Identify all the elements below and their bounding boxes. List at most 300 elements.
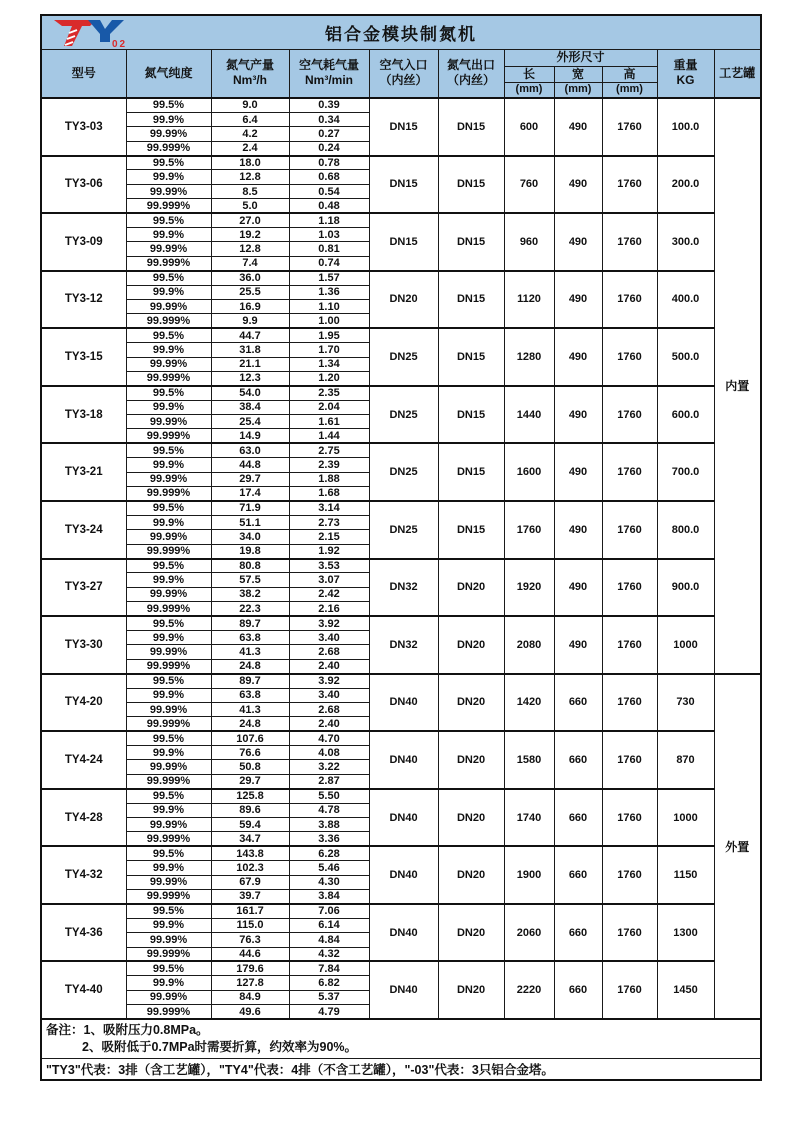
cell-purity: 99.9% <box>126 918 211 932</box>
cell-purity: 99.5% <box>126 443 211 457</box>
cell-height: 1760 <box>602 98 657 156</box>
cell-weight: 1000 <box>657 789 714 847</box>
cell-length: 1420 <box>504 674 554 732</box>
cell-purity: 99.9% <box>126 343 211 357</box>
cell-width: 660 <box>554 961 602 1019</box>
cell-weight: 870 <box>657 731 714 789</box>
cell-output: 89.6 <box>211 803 289 817</box>
cell-purity: 99.99% <box>126 933 211 947</box>
cell-output: 2.4 <box>211 141 289 155</box>
cell-output: 36.0 <box>211 271 289 285</box>
cell-output: 54.0 <box>211 386 289 400</box>
spec-sheet <box>40 14 762 1081</box>
col-header-inlet-line2: （内丝） <box>379 73 428 88</box>
cell-air-consumption: 2.68 <box>289 702 369 716</box>
cell-nitrogen-outlet: DN15 <box>438 271 504 329</box>
cell-air-consumption: 0.34 <box>289 112 369 126</box>
cell-width: 660 <box>554 674 602 732</box>
cell-air-consumption: 3.92 <box>289 616 369 630</box>
cell-purity: 99.99% <box>126 702 211 716</box>
cell-purity: 99.5% <box>126 156 211 170</box>
cell-output: 7.4 <box>211 256 289 270</box>
cell-nitrogen-outlet: DN15 <box>438 443 504 501</box>
cell-output: 80.8 <box>211 559 289 573</box>
cell-air-inlet: DN20 <box>369 271 438 329</box>
cell-nitrogen-outlet: DN20 <box>438 961 504 1019</box>
table-row <box>41 501 761 515</box>
cell-weight: 700.0 <box>657 443 714 501</box>
cell-air-consumption: 1.18 <box>289 213 369 227</box>
cell-purity: 99.9% <box>126 400 211 414</box>
cell-length: 1120 <box>504 271 554 329</box>
cell-width: 490 <box>554 271 602 329</box>
table-row <box>41 443 761 457</box>
cell-output: 12.8 <box>211 242 289 256</box>
cell-output: 38.2 <box>211 587 289 601</box>
cell-length: 1920 <box>504 559 554 617</box>
cell-nitrogen-outlet: DN20 <box>438 846 504 904</box>
cell-output: 63.8 <box>211 630 289 644</box>
cell-width: 490 <box>554 328 602 386</box>
cell-length: 1900 <box>504 846 554 904</box>
cell-air-inlet: DN40 <box>369 731 438 789</box>
cell-output: 8.5 <box>211 184 289 198</box>
note-line-2: 2、吸附低于0.7MPa时需要折算，约效率为90%。 <box>82 1039 358 1054</box>
cell-output: 38.4 <box>211 400 289 414</box>
cell-air-consumption: 1.34 <box>289 357 369 371</box>
cell-purity: 99.5% <box>126 386 211 400</box>
cell-air-consumption: 4.70 <box>289 731 369 745</box>
cell-weight: 1300 <box>657 904 714 962</box>
cell-purity: 99.5% <box>126 328 211 342</box>
cell-purity: 99.999% <box>126 141 211 155</box>
cell-air-inlet: DN40 <box>369 904 438 962</box>
table-row <box>41 328 761 342</box>
cell-air-consumption: 1.44 <box>289 429 369 443</box>
cell-air-consumption: 1.57 <box>289 271 369 285</box>
cell-purity: 99.9% <box>126 458 211 472</box>
cell-air-consumption: 4.30 <box>289 875 369 889</box>
cell-air-consumption: 1.00 <box>289 314 369 328</box>
cell-weight: 100.0 <box>657 98 714 156</box>
cell-height: 1760 <box>602 328 657 386</box>
cell-model: TY3-06 <box>41 156 126 214</box>
cell-length: 960 <box>504 213 554 271</box>
cell-nitrogen-outlet: DN15 <box>438 386 504 444</box>
cell-air-consumption: 2.35 <box>289 386 369 400</box>
cell-air-consumption: 2.40 <box>289 717 369 731</box>
cell-output: 143.8 <box>211 846 289 860</box>
cell-air-consumption: 1.61 <box>289 415 369 429</box>
cell-air-consumption: 7.06 <box>289 904 369 918</box>
cell-purity: 99.999% <box>126 371 211 385</box>
cell-length: 1580 <box>504 731 554 789</box>
cell-output: 6.4 <box>211 112 289 126</box>
cell-output: 19.2 <box>211 228 289 242</box>
col-header-outlet-line1: 氮气出口 <box>446 58 495 73</box>
cell-purity: 99.5% <box>126 904 211 918</box>
cell-length: 1740 <box>504 789 554 847</box>
cell-purity: 99.5% <box>126 789 211 803</box>
table-row <box>41 559 761 573</box>
cell-length: 2220 <box>504 961 554 1019</box>
cell-output: 44.6 <box>211 947 289 961</box>
cell-air-consumption: 2.75 <box>289 443 369 457</box>
cell-purity: 99.99% <box>126 645 211 659</box>
cell-output: 19.8 <box>211 544 289 558</box>
cell-length: 2060 <box>504 904 554 962</box>
table-row <box>41 846 761 860</box>
cell-purity: 99.99% <box>126 357 211 371</box>
cell-output: 9.0 <box>211 98 289 112</box>
cell-air-consumption: 1.88 <box>289 472 369 486</box>
cell-purity: 99.99% <box>126 760 211 774</box>
cell-air-consumption: 3.40 <box>289 630 369 644</box>
cell-weight: 200.0 <box>657 156 714 214</box>
cell-output: 102.3 <box>211 861 289 875</box>
col-header-length: 长 <box>504 66 554 82</box>
cell-nitrogen-outlet: DN20 <box>438 616 504 674</box>
sheet-title: 铝合金模块制氮机 <box>325 24 477 44</box>
cell-air-consumption: 4.08 <box>289 746 369 760</box>
cell-air-consumption: 0.68 <box>289 170 369 184</box>
cell-output: 44.8 <box>211 458 289 472</box>
cell-output: 34.0 <box>211 530 289 544</box>
cell-purity: 99.999% <box>126 487 211 501</box>
table-row <box>41 961 761 975</box>
cell-nitrogen-outlet: DN20 <box>438 789 504 847</box>
cell-purity: 99.99% <box>126 127 211 141</box>
col-header-output-line1: 氮气产量 <box>225 58 274 73</box>
cell-air-consumption: 0.74 <box>289 256 369 270</box>
cell-output: 4.2 <box>211 127 289 141</box>
cell-length: 1280 <box>504 328 554 386</box>
cell-height: 1760 <box>602 213 657 271</box>
cell-output: 89.7 <box>211 674 289 688</box>
table-row <box>41 904 761 918</box>
col-header-width: 宽 <box>554 66 602 82</box>
cell-height: 1760 <box>602 443 657 501</box>
legend-row <box>41 1058 761 1080</box>
cell-purity: 99.5% <box>126 213 211 227</box>
cell-weight: 800.0 <box>657 501 714 559</box>
cell-air-consumption: 4.84 <box>289 933 369 947</box>
cell-output: 59.4 <box>211 818 289 832</box>
cell-width: 660 <box>554 789 602 847</box>
cell-air-consumption: 2.87 <box>289 774 369 788</box>
cell-air-consumption: 1.03 <box>289 228 369 242</box>
table-row <box>41 98 761 112</box>
cell-purity: 99.99% <box>126 472 211 486</box>
cell-output: 127.8 <box>211 976 289 990</box>
cell-width: 490 <box>554 156 602 214</box>
cell-height: 1760 <box>602 616 657 674</box>
cell-purity: 99.9% <box>126 285 211 299</box>
cell-air-inlet: DN32 <box>369 559 438 617</box>
cell-nitrogen-outlet: DN20 <box>438 559 504 617</box>
cell-height: 1760 <box>602 271 657 329</box>
table-row <box>41 789 761 803</box>
cell-output: 17.4 <box>211 487 289 501</box>
cell-model: TY3-12 <box>41 271 126 329</box>
col-header-weight-line1: 重量 <box>673 58 698 73</box>
cell-air-consumption: 1.36 <box>289 285 369 299</box>
cell-air-consumption: 1.70 <box>289 343 369 357</box>
col-header-weight <box>657 49 714 98</box>
cell-model: TY4-40 <box>41 961 126 1019</box>
cell-purity: 99.999% <box>126 1005 211 1019</box>
cell-air-consumption: 2.42 <box>289 587 369 601</box>
cell-air-consumption: 1.68 <box>289 487 369 501</box>
cell-model: TY4-36 <box>41 904 126 962</box>
cell-model: TY3-24 <box>41 501 126 559</box>
cell-height: 1760 <box>602 386 657 444</box>
cell-purity: 99.5% <box>126 271 211 285</box>
table-row <box>41 674 761 688</box>
cell-purity: 99.99% <box>126 818 211 832</box>
cell-purity: 99.9% <box>126 573 211 587</box>
table-row <box>41 616 761 630</box>
cell-weight: 300.0 <box>657 213 714 271</box>
col-header-height: 高 <box>602 66 657 82</box>
cell-purity: 99.99% <box>126 184 211 198</box>
cell-purity: 99.99% <box>126 875 211 889</box>
cell-output: 9.9 <box>211 314 289 328</box>
cell-output: 25.4 <box>211 415 289 429</box>
cell-height: 1760 <box>602 674 657 732</box>
cell-width: 660 <box>554 904 602 962</box>
cell-output: 24.8 <box>211 717 289 731</box>
cell-air-consumption: 3.88 <box>289 818 369 832</box>
cell-length: 2080 <box>504 616 554 674</box>
cell-nitrogen-outlet: DN15 <box>438 501 504 559</box>
col-header-tank: 工艺罐 <box>714 49 761 98</box>
cell-purity: 99.999% <box>126 314 211 328</box>
cell-air-consumption: 0.81 <box>289 242 369 256</box>
cell-output: 84.9 <box>211 990 289 1004</box>
cell-air-consumption: 1.95 <box>289 328 369 342</box>
cell-model: TY3-21 <box>41 443 126 501</box>
cell-purity: 99.999% <box>126 256 211 270</box>
cell-purity: 99.999% <box>126 659 211 673</box>
cell-air-consumption: 6.28 <box>289 846 369 860</box>
cell-air-consumption: 0.24 <box>289 141 369 155</box>
cell-model: TY3-30 <box>41 616 126 674</box>
cell-air-consumption: 0.48 <box>289 199 369 213</box>
cell-purity: 99.99% <box>126 530 211 544</box>
cell-height: 1760 <box>602 789 657 847</box>
col-header-air <box>289 49 369 98</box>
table-row <box>41 386 761 400</box>
cell-output: 51.1 <box>211 515 289 529</box>
cell-output: 31.8 <box>211 343 289 357</box>
cell-length: 1440 <box>504 386 554 444</box>
cell-air-inlet: DN40 <box>369 789 438 847</box>
cell-purity: 99.9% <box>126 976 211 990</box>
cell-air-consumption: 3.84 <box>289 889 369 903</box>
cell-air-consumption: 3.36 <box>289 832 369 846</box>
cell-air-consumption: 3.40 <box>289 688 369 702</box>
cell-air-consumption: 2.04 <box>289 400 369 414</box>
cell-air-inlet: DN25 <box>369 443 438 501</box>
cell-output: 18.0 <box>211 156 289 170</box>
cell-output: 63.0 <box>211 443 289 457</box>
cell-height: 1760 <box>602 961 657 1019</box>
spec-table <box>40 14 762 1081</box>
cell-width: 490 <box>554 559 602 617</box>
cell-purity: 99.9% <box>126 170 211 184</box>
cell-air-consumption: 2.40 <box>289 659 369 673</box>
cell-purity: 99.999% <box>126 832 211 846</box>
cell-purity: 99.5% <box>126 961 211 975</box>
col-header-output-line2: Nm³/h <box>233 73 267 88</box>
cell-output: 57.5 <box>211 573 289 587</box>
cell-width: 490 <box>554 501 602 559</box>
cell-output: 67.9 <box>211 875 289 889</box>
cell-output: 16.9 <box>211 299 289 313</box>
cell-air-inlet: DN40 <box>369 846 438 904</box>
note-line-1: 备注：1、吸附压力0.8MPa。 <box>46 1023 209 1037</box>
cell-output: 34.7 <box>211 832 289 846</box>
cell-air-inlet: DN25 <box>369 328 438 386</box>
cell-width: 490 <box>554 443 602 501</box>
title-cell <box>41 15 761 49</box>
cell-weight: 400.0 <box>657 271 714 329</box>
cell-nitrogen-outlet: DN20 <box>438 731 504 789</box>
cell-model: TY4-32 <box>41 846 126 904</box>
cell-output: 76.6 <box>211 746 289 760</box>
col-header-air-line2: Nm³/min <box>305 73 353 88</box>
cell-air-consumption: 5.46 <box>289 861 369 875</box>
cell-weight: 900.0 <box>657 559 714 617</box>
cell-purity: 99.99% <box>126 587 211 601</box>
cell-air-consumption: 3.92 <box>289 674 369 688</box>
cell-output: 50.8 <box>211 760 289 774</box>
cell-tank-type: 内置 <box>714 98 761 674</box>
col-header-outlet-line2: （内丝） <box>446 73 495 88</box>
cell-air-consumption: 2.73 <box>289 515 369 529</box>
cell-width: 660 <box>554 731 602 789</box>
cell-output: 41.3 <box>211 702 289 716</box>
cell-model: TY3-03 <box>41 98 126 156</box>
cell-purity: 99.999% <box>126 199 211 213</box>
cell-output: 41.3 <box>211 645 289 659</box>
cell-air-consumption: 0.27 <box>289 127 369 141</box>
cell-height: 1760 <box>602 501 657 559</box>
cell-air-consumption: 0.54 <box>289 184 369 198</box>
cell-output: 12.3 <box>211 371 289 385</box>
table-row <box>41 731 761 745</box>
cell-output: 29.7 <box>211 774 289 788</box>
cell-output: 179.6 <box>211 961 289 975</box>
cell-purity: 99.5% <box>126 98 211 112</box>
cell-output: 49.6 <box>211 1005 289 1019</box>
cell-air-consumption: 2.68 <box>289 645 369 659</box>
cell-air-consumption: 4.78 <box>289 803 369 817</box>
cell-air-consumption: 6.14 <box>289 918 369 932</box>
cell-model: TY4-24 <box>41 731 126 789</box>
logo-sub-text: 02 <box>112 39 128 48</box>
spec-table-body <box>41 98 761 1019</box>
cell-length: 1600 <box>504 443 554 501</box>
cell-model: TY3-15 <box>41 328 126 386</box>
cell-model: TY3-09 <box>41 213 126 271</box>
col-header-height-unit: (mm) <box>602 82 657 98</box>
header-row-1 <box>41 49 761 66</box>
cell-length: 600 <box>504 98 554 156</box>
company-logo-icon <box>50 18 150 48</box>
cell-air-consumption: 4.32 <box>289 947 369 961</box>
cell-purity: 99.5% <box>126 501 211 515</box>
cell-output: 21.1 <box>211 357 289 371</box>
col-header-inlet-line1: 空气入口 <box>379 58 428 73</box>
col-header-outlet <box>438 49 504 98</box>
cell-air-consumption: 6.82 <box>289 976 369 990</box>
cell-purity: 99.5% <box>126 846 211 860</box>
cell-output: 63.8 <box>211 688 289 702</box>
table-row <box>41 213 761 227</box>
cell-purity: 99.99% <box>126 990 211 1004</box>
col-header-inlet <box>369 49 438 98</box>
cell-length: 1760 <box>504 501 554 559</box>
cell-width: 490 <box>554 386 602 444</box>
cell-air-consumption: 1.20 <box>289 371 369 385</box>
cell-air-consumption: 1.92 <box>289 544 369 558</box>
cell-air-inlet: DN40 <box>369 961 438 1019</box>
cell-air-inlet: DN40 <box>369 674 438 732</box>
cell-purity: 99.9% <box>126 688 211 702</box>
col-header-dims: 外形尺寸 <box>504 49 657 66</box>
cell-weight: 1000 <box>657 616 714 674</box>
cell-model: TY4-20 <box>41 674 126 732</box>
cell-output: 25.5 <box>211 285 289 299</box>
cell-height: 1760 <box>602 731 657 789</box>
cell-air-consumption: 3.53 <box>289 559 369 573</box>
cell-weight: 1150 <box>657 846 714 904</box>
title-bar <box>41 15 761 49</box>
cell-purity: 99.9% <box>126 861 211 875</box>
col-header-weight-line2: KG <box>676 73 695 88</box>
cell-air-inlet: DN15 <box>369 213 438 271</box>
cell-air-consumption: 1.10 <box>289 299 369 313</box>
cell-output: 24.8 <box>211 659 289 673</box>
notes-cell <box>41 1019 761 1058</box>
cell-output: 71.9 <box>211 501 289 515</box>
cell-purity: 99.9% <box>126 112 211 126</box>
table-row <box>41 271 761 285</box>
cell-purity: 99.999% <box>126 544 211 558</box>
cell-model: TY4-28 <box>41 789 126 847</box>
cell-air-consumption: 3.07 <box>289 573 369 587</box>
cell-purity: 99.5% <box>126 559 211 573</box>
cell-width: 490 <box>554 616 602 674</box>
cell-purity: 99.5% <box>126 674 211 688</box>
cell-width: 490 <box>554 98 602 156</box>
cell-model: TY3-18 <box>41 386 126 444</box>
cell-nitrogen-outlet: DN20 <box>438 674 504 732</box>
cell-weight: 500.0 <box>657 328 714 386</box>
cell-width: 660 <box>554 846 602 904</box>
col-header-model: 型号 <box>41 49 126 98</box>
col-header-length-unit: (mm) <box>504 82 554 98</box>
cell-purity: 99.5% <box>126 616 211 630</box>
legend-cell: "TY3"代表：3排（含工艺罐），"TY4"代表：4排（不含工艺罐），"-03"代表：3只铝合金塔。 <box>41 1058 761 1080</box>
cell-output: 125.8 <box>211 789 289 803</box>
cell-output: 161.7 <box>211 904 289 918</box>
cell-air-consumption: 4.79 <box>289 1005 369 1019</box>
cell-air-consumption: 3.22 <box>289 760 369 774</box>
cell-purity: 99.99% <box>126 415 211 429</box>
